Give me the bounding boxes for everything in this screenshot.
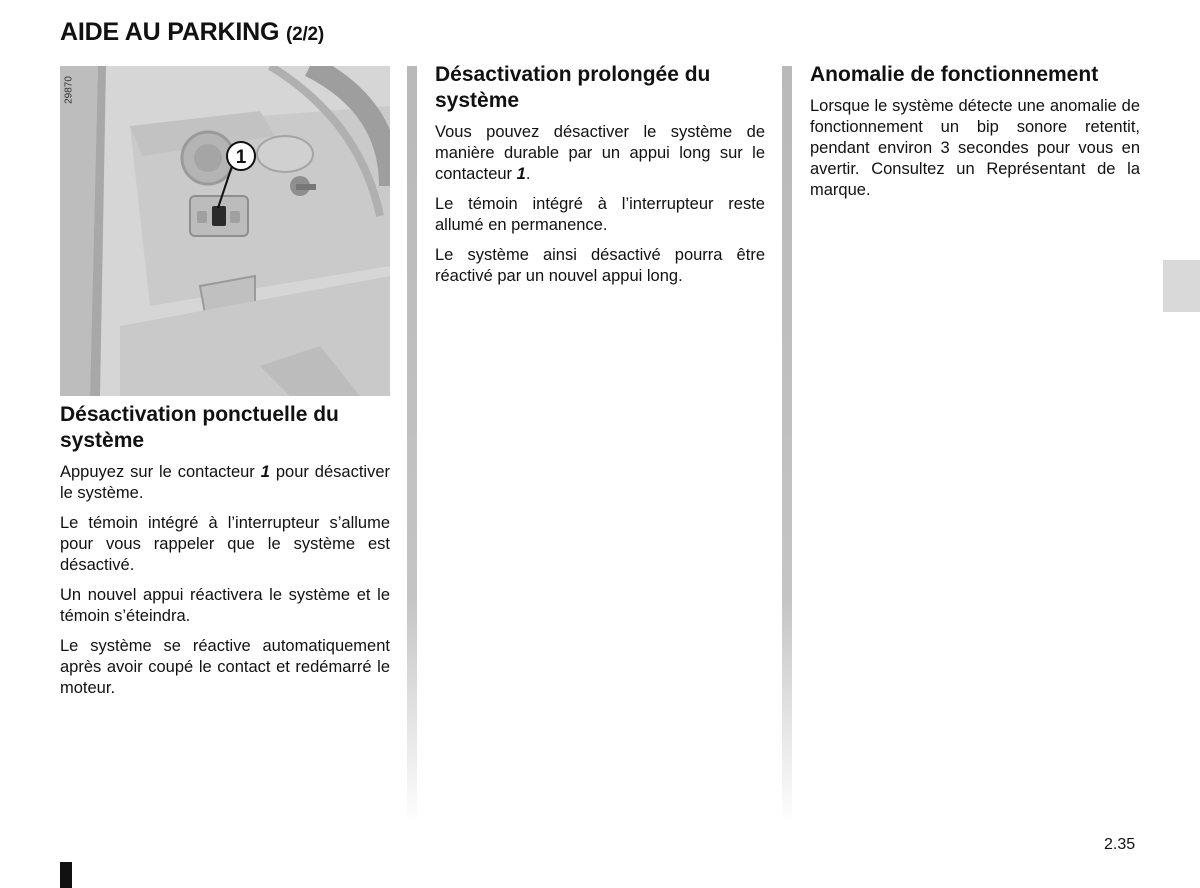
paragraph	[435, 122, 765, 185]
paragraph-text: Appuyez sur le contacteur	[60, 463, 261, 481]
section-prolonged-deactivation	[435, 62, 765, 296]
paragraph	[60, 585, 390, 627]
switch-reference: 1	[516, 165, 526, 183]
paragraph	[60, 636, 390, 699]
paragraph-text: Le système ainsi désactivé pourra être réactivé par un nouvel appui long.	[435, 246, 765, 285]
section-heading: Anomalie de fonctionnement	[810, 63, 1099, 86]
paragraph-text: pour désactiver le système.	[60, 463, 390, 502]
paragraph-text: Le système se réactive automatiquement après avoir coupé le contact et redémarré le moteur.	[60, 637, 390, 697]
paragraph	[810, 96, 1140, 201]
figure-reference-code: 29870	[63, 76, 75, 104]
paragraph-text: Le témoin intégré à l’interrupteur reste allumé en permanence.	[435, 195, 765, 234]
paragraph-text: Le témoin intégré à l’interrupteur s’allume pour vous rappeler que le système est désactivé.	[60, 514, 390, 574]
page-number: 2.35	[1104, 836, 1136, 853]
section-malfunction	[810, 62, 1140, 210]
switch-reference: 1	[260, 463, 270, 481]
page-title-main: AIDE AU PARKING	[60, 18, 280, 46]
dashboard-photo	[60, 66, 390, 396]
paragraph	[435, 245, 765, 287]
paragraph-text: Vous pouvez désactiver le système de manière durable par un appui long sur le contacteur	[435, 123, 765, 183]
chapter-tab	[1163, 260, 1200, 312]
section-heading: Désactivation ponctuelle du système	[60, 403, 339, 452]
callout-label: 1	[235, 147, 247, 168]
dashboard-illustration	[60, 66, 390, 396]
paragraph-text: Un nouvel appui réactivera le système et le témoin s’éteindra.	[60, 586, 390, 625]
paragraph	[60, 462, 390, 504]
column-divider-right	[782, 66, 792, 826]
page-title-suffix: (2/2)	[285, 24, 325, 45]
section-temporary-deactivation	[60, 402, 390, 708]
paragraph	[435, 194, 765, 236]
figure-reference	[62, 70, 76, 110]
page-title	[60, 18, 324, 47]
paragraph-text: Lorsque le système détecte une anomalie de fonctionnement un bip sonore retentit, pendant environ 3 secondes pour vous en avertir. Consultez un Représentant de la marque.	[810, 97, 1140, 199]
paragraph	[60, 513, 390, 576]
paragraph-text: .	[525, 165, 531, 183]
section-heading: Désactivation prolongée du système	[435, 63, 711, 112]
corner-mark	[60, 862, 72, 888]
column-divider-left	[407, 66, 417, 826]
